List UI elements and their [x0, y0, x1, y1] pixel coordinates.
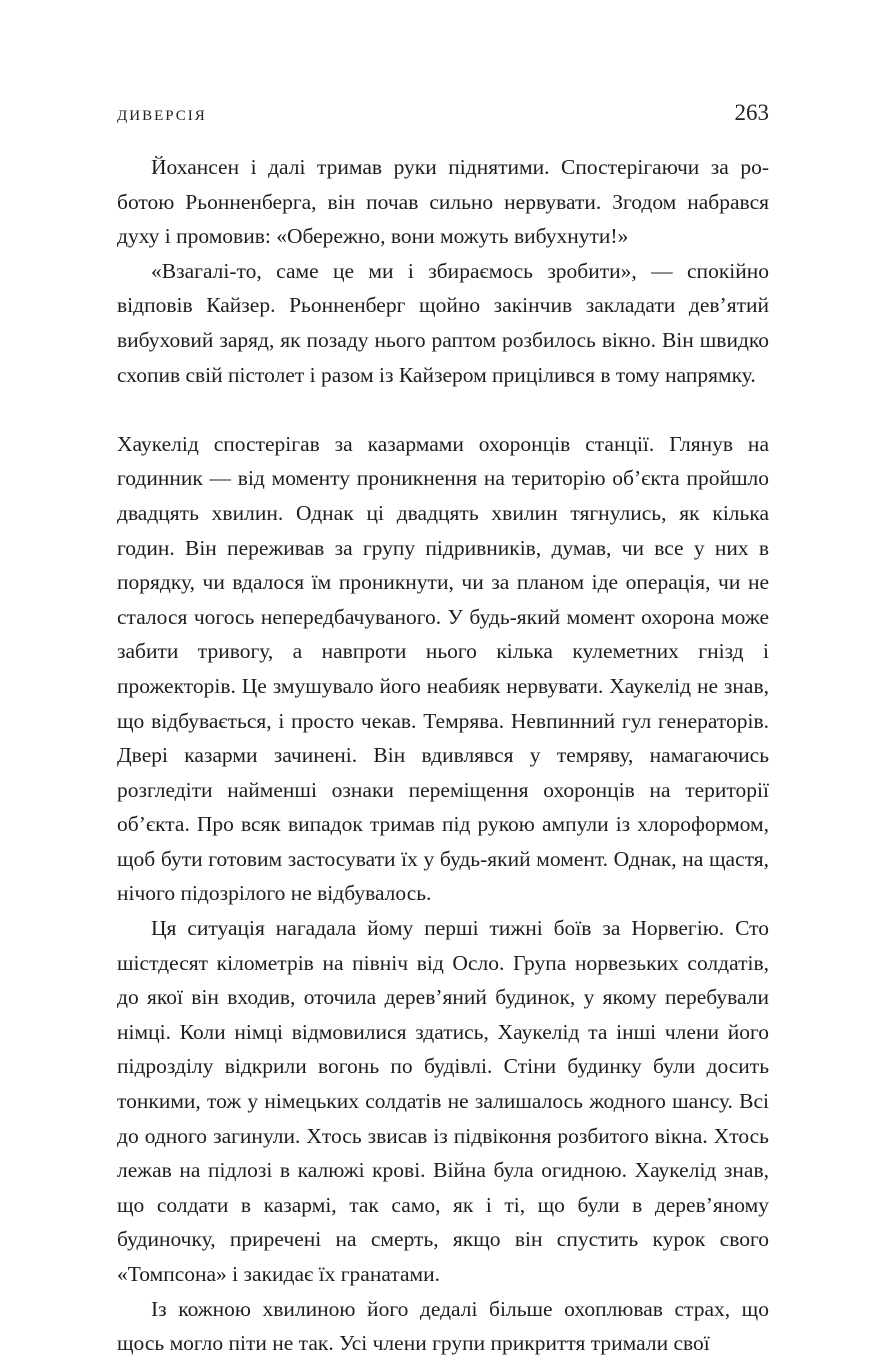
page-number: 263 — [734, 100, 769, 125]
paragraph: Ця ситуація нагадала йому перші тижні боїв за Норвегію. Сто шістдесят кілометрів на північ від Осло. Група норвезьких солдатів, до якої він входив, оточила дерев’яний будинок, у якому перебували німці. Коли німці відмовилися здатись, Хаукелід та інші члени його підрозділу відкрили вогонь по будівлі. Стіни будинку були досить тонкими, тож у німецьких солдатів не залишалось жодного шансу. Всі до одного загинули. Хтось звисав із підвіконня розбитого вікна. Хтось лежав на підлозі в калюжі крові. Війна була огидною. Хаукелід знав, що солдати в казармі, так само, як і ті, що були в дерев’яному будиночку, приречені на смерть, якщо він спустить курок свого «Томпсона» і закидає їх гранатами. — [117, 916, 769, 1286]
body-text — [117, 150, 769, 1361]
paragraph: «Взагалі-то, саме це ми і збираємось зробити», — спокійно відповів Кайзер. Рьонненберг щойно закінчив закладати дев’ятий вибуховий заряд, як позаду нього раптом розбилось вікно. Він швидко схопив свій пістолет і разом із Кайзером прицілився в тому напрямку. — [117, 258, 769, 387]
paragraph: Із кожною хвилиною його дедалі більше охоплював страх, що щось могло піти не так. Усі члени групи прикриття тримали свої — [117, 1296, 769, 1356]
paragraph: Хаукелід спостерігав за казармами охоронців станції. Глянув на годинник — від моменту проникнення на територію об’єкта пройшло двадцять хвилин. Однак ці двадцять хвилин тягнулись, як кілька годин. Він переживав за групу підривників, думав, чи все у них в порядку, чи вдалося їм проникнути, чи за планом іде операція, чи не сталося чогось непередбачуваного. У будь-який момент охорона може забити тривогу, а навпроти нього кілька кулеметних гнізд і прожекторів. Це змушувало його неабияк нервувати. Хаукелід не знав, що відбувається, і просто чекав. Темрява. Невпинний гул генераторів. Двері казарми зачинені. Він вдивлявся у темряву, намагаючись розгледіти найменші ознаки переміщення охоронців на території об’єкта. Про всяк випадок тримав під рукою ампули із хлороформом, щоб бути готовим застосувати їх у будь-який момент. Однак, на щастя, нічого підозрілого не відбувалось. — [117, 431, 769, 906]
running-title: ДИВЕРСІЯ — [117, 108, 207, 124]
paragraph: Йохансен і далі тримав руки піднятими. Спостерігаючи за роботою Рьонненберга, він почав сильно нервувати. Згодом набрався духу і промовив: «Обережно, вони можуть вибухнути!» — [117, 155, 769, 249]
